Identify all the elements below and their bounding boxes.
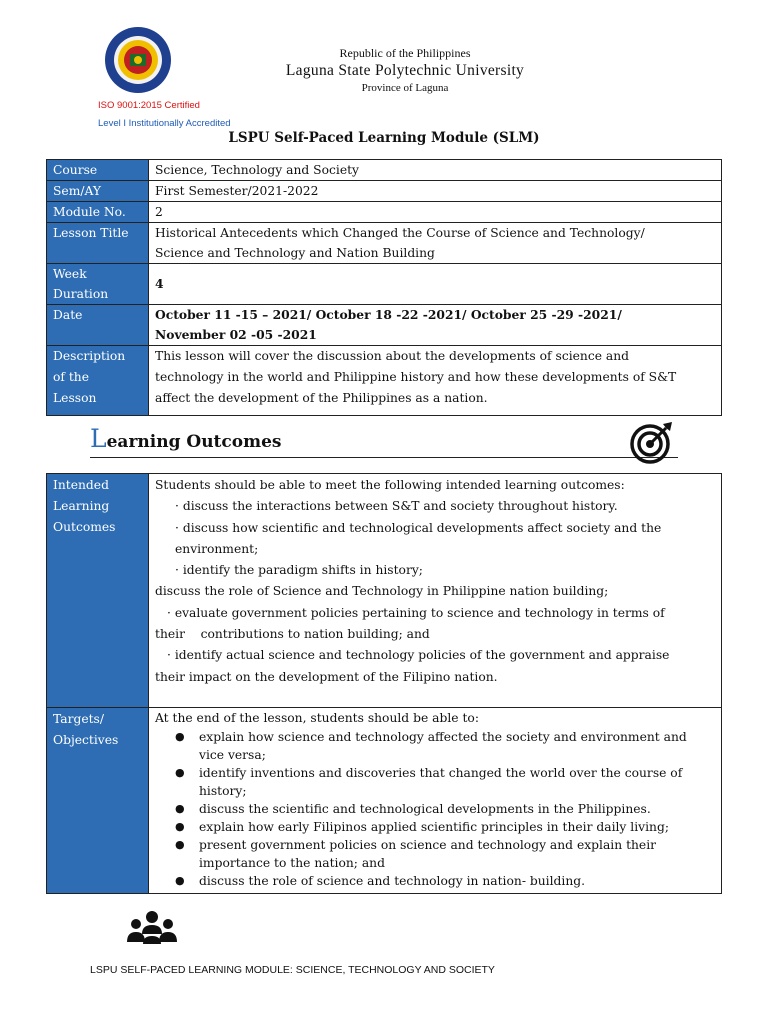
target-item: ● present government policies on science and technology and explain their importance to the nation; and <box>155 836 715 872</box>
lesson-row <box>47 223 722 264</box>
ilo-item: · discuss the interactions between S&T and society throughout history. <box>175 499 618 514</box>
module-title: LSPU Self-Paced Learning Module (SLM) <box>228 130 540 146</box>
description-row <box>47 346 722 416</box>
description-label-line: of the <box>53 370 90 384</box>
heading-divider <box>90 457 678 458</box>
date-row <box>47 305 722 346</box>
course-row <box>47 160 722 181</box>
date-value <box>149 305 722 346</box>
target-item: ● discuss the scientific and technological developments in the Philippines. <box>155 800 715 818</box>
lesson-value-line: Historical Antecedents which Changed the Course of Science and Technology/ <box>155 226 645 240</box>
targets-label <box>47 708 149 894</box>
module-row <box>47 202 722 223</box>
targets-intro: At the end of the lesson, students should be able to: <box>155 711 479 725</box>
accreditation: Level I Institutionally Accredited <box>98 118 231 129</box>
ilo-item: · discuss how scientific and technological developments affect society and the <box>175 520 662 535</box>
learning-outcomes-table <box>46 473 722 894</box>
heading-dropcap: L <box>90 424 107 453</box>
date-value-line: November 02 -05 -2021 <box>155 327 317 342</box>
description-label-line: Lesson <box>53 391 97 405</box>
university-name: Laguna State Polytechnic University <box>285 62 525 79</box>
ilo-item: · identify actual science and technology policies of the government and appraise <box>167 648 670 663</box>
target-item: ● identify inventions and discoveries that changed the world over the course of history; <box>155 764 715 800</box>
description-value <box>149 346 722 416</box>
learning-outcomes-heading <box>90 424 281 453</box>
ilo-value <box>149 474 722 708</box>
ilo-item: · evaluate government policies pertaining to science and technology in terms of <box>167 605 665 620</box>
lesson-value-line: Science and Technology and Nation Building <box>155 246 435 260</box>
week-label <box>47 264 149 305</box>
ilo-label-line: Outcomes <box>53 520 116 534</box>
ilo-label-line: Intended <box>53 478 109 492</box>
course-label: Course <box>47 160 149 181</box>
sem-value: First Semester/2021-2022 <box>149 181 722 202</box>
description-line: affect the development of the Philippines as a nation. <box>155 391 488 405</box>
university-seal-logo <box>104 26 172 94</box>
description-label-line: Description <box>53 349 126 363</box>
module-label: Module No. <box>47 202 149 223</box>
page-footer: LSPU SELF-PACED LEARNING MODULE: SCIENCE, TECHNOLOGY AND SOCIETY <box>90 964 495 976</box>
heading-rest: earning Outcomes <box>106 432 282 452</box>
ilo-item: · identify the paradigm shifts in history; <box>175 563 423 578</box>
ilo-intro: Students should be able to meet the following intended learning outcomes: <box>155 478 625 492</box>
ilo-row <box>47 474 722 708</box>
republic-line: Republic of the Philippines <box>339 46 471 60</box>
targets-value <box>149 708 722 894</box>
ilo-item: their impact on the development of the Filipino nation. <box>155 669 498 684</box>
lesson-value <box>149 223 722 264</box>
target-item: ● explain how early Filipinos applied scientific principles in their daily living; <box>155 818 715 836</box>
ilo-label-line: Learning <box>53 499 110 513</box>
week-label-line: Week <box>53 267 87 281</box>
ilo-item: environment; <box>175 541 259 556</box>
iso-certified: ISO 9001:2015 Certified <box>98 100 200 111</box>
sem-label: Sem/AY <box>47 181 149 202</box>
lesson-label: Lesson Title <box>47 223 149 264</box>
province-line: Province of Laguna <box>361 82 449 94</box>
target-icon <box>630 420 674 464</box>
sem-row <box>47 181 722 202</box>
description-label <box>47 346 149 416</box>
ilo-item: their contributions to nation building; and <box>155 627 430 642</box>
module-value: 2 <box>149 202 722 223</box>
course-value: Science, Technology and Society <box>149 160 722 181</box>
date-label: Date <box>47 305 149 346</box>
course-info-table <box>46 159 722 416</box>
target-item: ● explain how science and technology affected the society and environment and vice versa; <box>155 728 715 764</box>
target-item: ● discuss the role of science and technology in nation- building. <box>155 872 715 890</box>
week-label-line: Duration <box>53 287 109 301</box>
targets-label-line: Objectives <box>53 733 119 747</box>
targets-row <box>47 708 722 894</box>
week-value: 4 <box>149 264 722 305</box>
targets-label-line: Targets/ <box>53 712 105 726</box>
ilo-item: discuss the role of Science and Technology in Philippine nation building; <box>155 584 609 599</box>
targets-list <box>155 728 715 890</box>
description-line: This lesson will cover the discussion about the developments of science and <box>155 349 630 363</box>
week-row <box>47 264 722 305</box>
ilo-label <box>47 474 149 708</box>
date-value-line: October 11 -15 – 2021/ October 18 -22 -2021/ October 25 -29 -2021/ <box>155 307 622 322</box>
people-icon <box>126 910 178 946</box>
description-line: technology in the world and Philippine history and how these developments of S&T <box>155 370 677 384</box>
